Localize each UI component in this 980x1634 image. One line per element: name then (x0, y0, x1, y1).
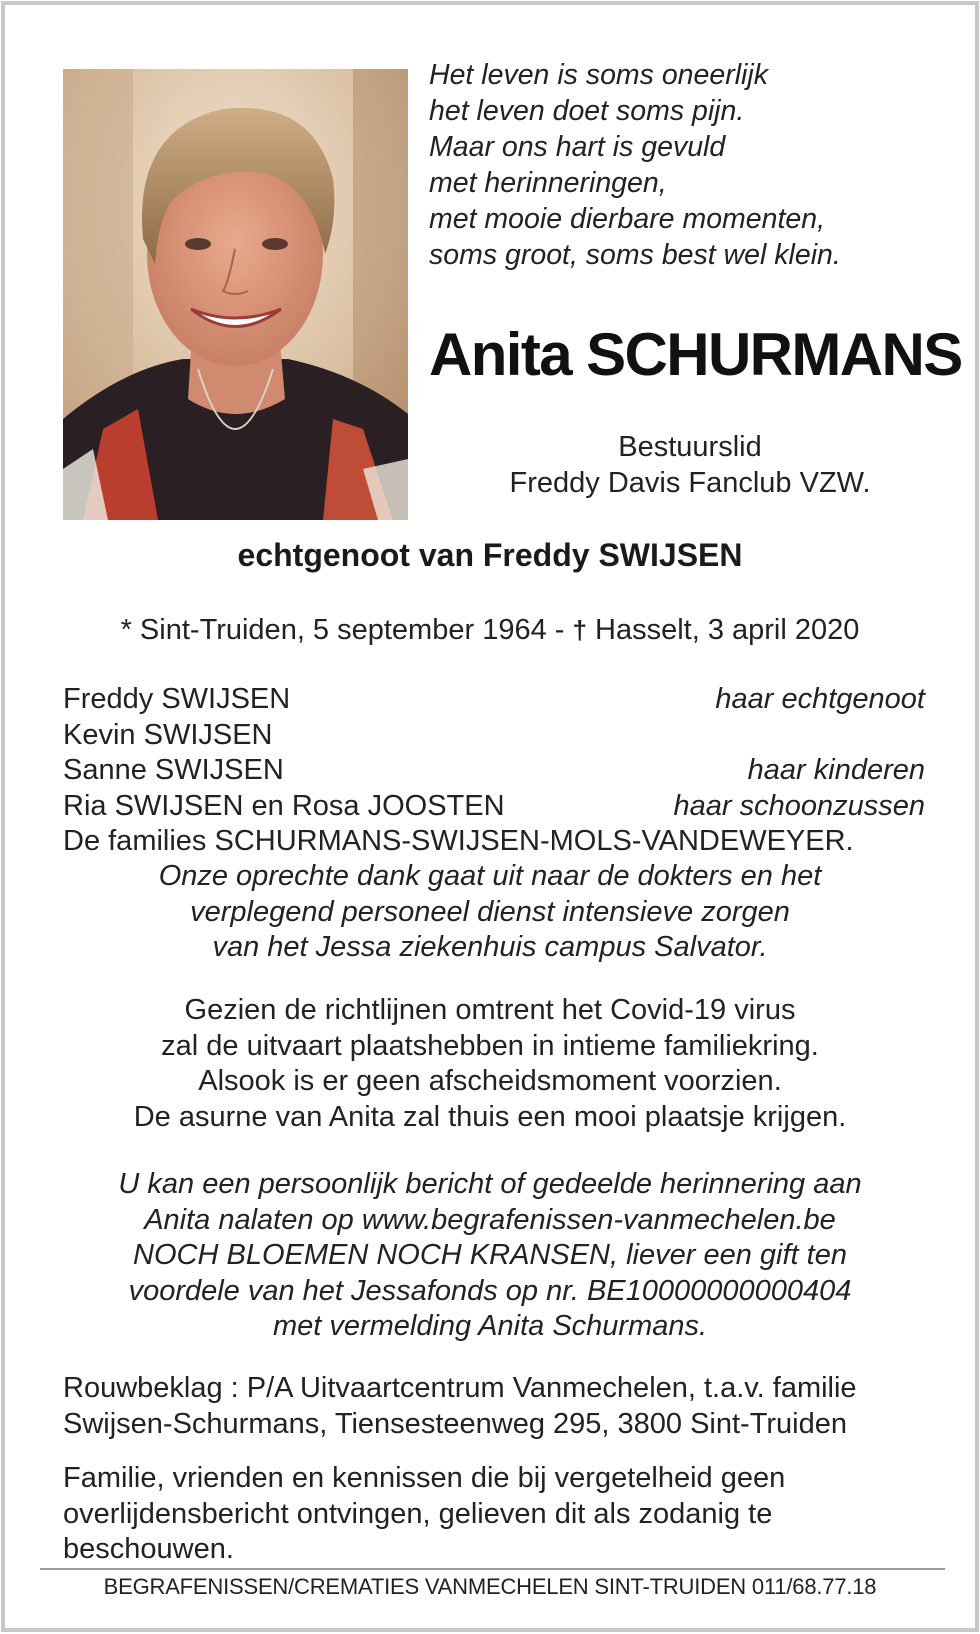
closing-note (63, 1461, 943, 1568)
deceased-name: Anita SCHURMANS (429, 321, 962, 388)
family-list (63, 682, 925, 860)
family-row (63, 824, 925, 860)
family-relation: haar schoonzussen (673, 789, 925, 822)
family-row (63, 789, 925, 825)
family-relation: haar kinderen (747, 754, 925, 786)
message-line: met vermelding Anita Schurmans. (272, 1310, 708, 1342)
poem-line: het leven doet soms pijn. (429, 95, 745, 127)
message-notice (5, 1167, 975, 1345)
thanks-line: verplegend personeel dienst intensieve zorgen (190, 895, 790, 928)
poem-line: soms groot, soms best wel klein. (429, 239, 841, 271)
closing-line: overlijdensbericht ontvingen, gelieven dit als zodanig te (63, 1497, 773, 1530)
message-line: U kan een persoonlijk bericht of gedeelde herinnering aan (118, 1168, 862, 1200)
condolence-address (63, 1371, 943, 1442)
condolence-line: Swijsen-Schurmans, Tiensesteenweg 295, 3800 Sint-Truiden (63, 1407, 847, 1440)
footer-divider (40, 1568, 945, 1570)
poem-line: Het leven is soms oneerlijk (429, 59, 768, 91)
message-line: voordele van het Jessafonds op nr. BE10000000000404 (128, 1274, 852, 1307)
spouse-line: echtgenoot van Freddy SWIJSEN (237, 537, 743, 573)
thanks-line: van het Jessa ziekenhuis campus Salvator. (212, 931, 768, 963)
poem (429, 57, 949, 273)
thanks-text (5, 859, 975, 966)
poem-line: met herinneringen, (429, 167, 667, 199)
covid-notice (5, 993, 975, 1135)
role-title: Bestuurslid (618, 431, 762, 463)
message-line: NOCH BLOEMEN NOCH KRANSEN, liever een gift ten (133, 1239, 847, 1271)
family-row (63, 753, 925, 789)
role-organisation: Freddy Davis Fanclub VZW. (509, 467, 871, 499)
portrait-photo (63, 69, 408, 520)
family-names: Kevin SWIJSEN (63, 718, 273, 751)
deceased-role (405, 429, 975, 501)
message-line: Anita nalaten op www.begrafenissen-vanmechelen.be (144, 1203, 836, 1236)
cross-icon: † (572, 615, 587, 645)
covid-line: De asurne van Anita zal thuis een mooi plaatsje krijgen. (133, 1100, 847, 1133)
family-names: Sanne SWIJSEN (63, 754, 284, 786)
life-dates (5, 612, 975, 648)
closing-line: beschouwen. (63, 1533, 234, 1565)
family-row (63, 682, 925, 718)
birth-info: * Sint-Truiden, 5 september 1964 - (120, 614, 565, 646)
covid-line: zal de uitvaart plaatshebben in intieme familiekring. (161, 1029, 819, 1062)
portrait-illustration (63, 69, 408, 520)
covid-line: Alsook is er geen afscheidsmoment voorzien. (198, 1065, 782, 1097)
closing-line: Familie, vrienden en kennissen die bij vergetelheid geen (63, 1462, 786, 1494)
family-names: Ria SWIJSEN en Rosa JOOSTEN (63, 789, 505, 822)
condolence-line: Rouwbeklag : P/A Uitvaartcentrum Vanmechelen, t.a.v. familie (63, 1372, 857, 1404)
family-names: De families SCHURMANS-SWIJSEN-MOLS-VANDEWEYER. (63, 825, 854, 857)
family-row (63, 718, 925, 754)
poem-line: met mooie dierbare momenten, (429, 203, 826, 235)
poem-line: Maar ons hart is gevuld (429, 131, 726, 163)
family-names: Freddy SWIJSEN (63, 683, 291, 715)
family-relation: haar echtgenoot (715, 683, 925, 715)
death-info: Hasselt, 3 april 2020 (595, 614, 860, 646)
funeral-home-footer: BEGRAFENISSEN/CREMATIES VANMECHELEN SINT-TRUIDEN 011/68.77.18 (103, 1574, 877, 1599)
thanks-line: Onze oprechte dank gaat uit naar de dokters en het (158, 860, 822, 892)
obituary-card (1, 1, 979, 1632)
covid-line: Gezien de richtlijnen omtrent het Covid-19 virus (184, 994, 796, 1026)
